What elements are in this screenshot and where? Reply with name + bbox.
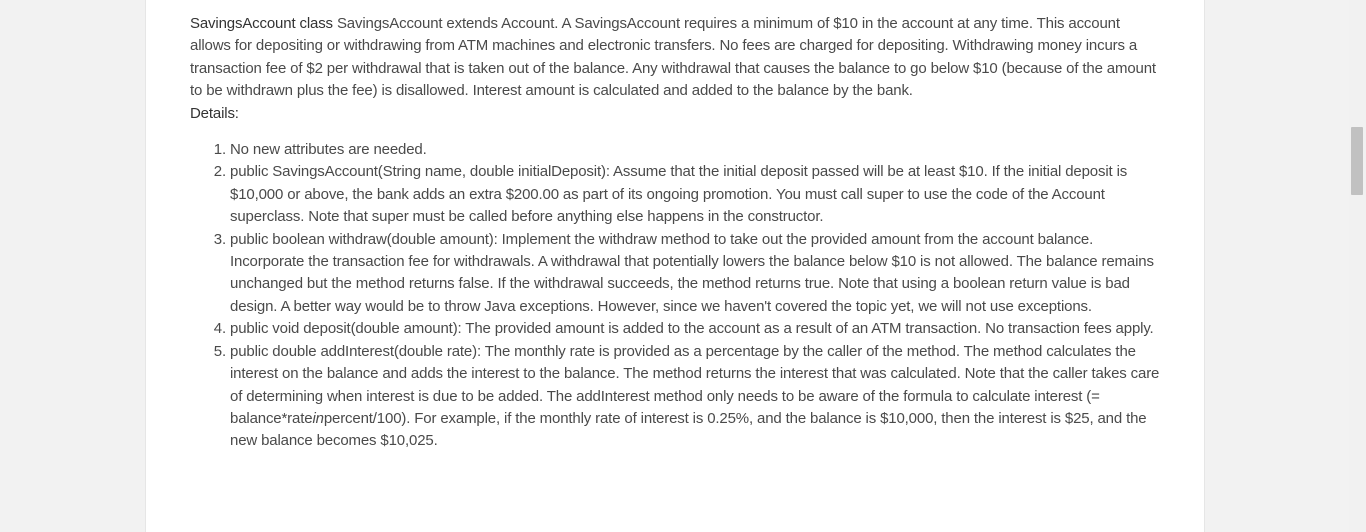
intro-paragraph xyxy=(190,13,1160,103)
details-list xyxy=(190,139,1160,453)
list-item xyxy=(230,341,1160,453)
details-label: Details: xyxy=(190,104,239,122)
content-card xyxy=(145,0,1205,532)
list-item xyxy=(230,229,1160,319)
intro-text: SavingsAccount extends Account. A SavingsAccount requires a minimum of $10 in the account at any time. This account allows for depositing or withdrawing from ATM machines and electronic transfers. No fees are charged for depositing. Withdrawing money incurs a transaction fee of $2 per withdrawal that is taken out of the balance. Any withdrawal that causes the balance to go below $10 (because of the amount to be withdrawn plus the fee) is disallowed. Interest amount is calculated and added to the balance by the bank. xyxy=(190,15,1156,100)
list-item-text: public void deposit(double amount): The provided amount is added to the account as a result of an ATM transaction. No transaction fees apply. xyxy=(230,320,1154,338)
list-item-text-after: percent/100). For example, if the monthly rate of interest is 0.25%, and the balance is $10,000, then the interest is $25, and the new balance becomes $10,025. xyxy=(230,409,1147,450)
list-item xyxy=(230,161,1160,228)
list-item-text: public boolean withdraw(double amount): Implement the withdraw method to take out the provided amount from the account balance. Incorporate the transaction fee for withdrawals. A withdrawal that potentially lowers the balance below $10 is not allowed. The balance remains unchanged but the method returns false. If the withdrawal succeeds, the method returns true. Note that using a boolean return value is bad design. A better way would be to throw Java exceptions. However, since we haven't covered the topic yet, we will not use exceptions. xyxy=(230,230,1154,315)
list-item-text-italic: in xyxy=(312,409,324,427)
scrollbar-thumb[interactable] xyxy=(1351,127,1363,195)
list-item xyxy=(230,318,1160,340)
list-item xyxy=(230,139,1160,161)
class-name-heading: SavingsAccount class xyxy=(190,15,333,32)
list-item-text: public SavingsAccount(String name, double initialDeposit): Assume that the initial deposit passed will be at least $10. If the initial deposit is $10,000 or above, the bank adds an extra $200.00 as part of its ongoing promotion. You must call super to use the code of the Account superclass. Note that super must be called before anything else happens in the constructor. xyxy=(230,163,1128,226)
list-item-text: No new attributes are needed. xyxy=(230,141,427,159)
vertical-scrollbar[interactable] xyxy=(1349,0,1366,532)
assignment-text xyxy=(190,13,1160,453)
list-item-text-before: public double addInterest(double rate): The monthly rate is provided as a percentage by the caller of the method. The method calculates the interest on the balance and adds the interest to the balance. The method returns the interest that was calculated. Note that the caller takes care of determining when interest is due to be added. The addInterest method only needs to be aware of the formula to calculate interest (= balance*rate xyxy=(230,342,1160,427)
